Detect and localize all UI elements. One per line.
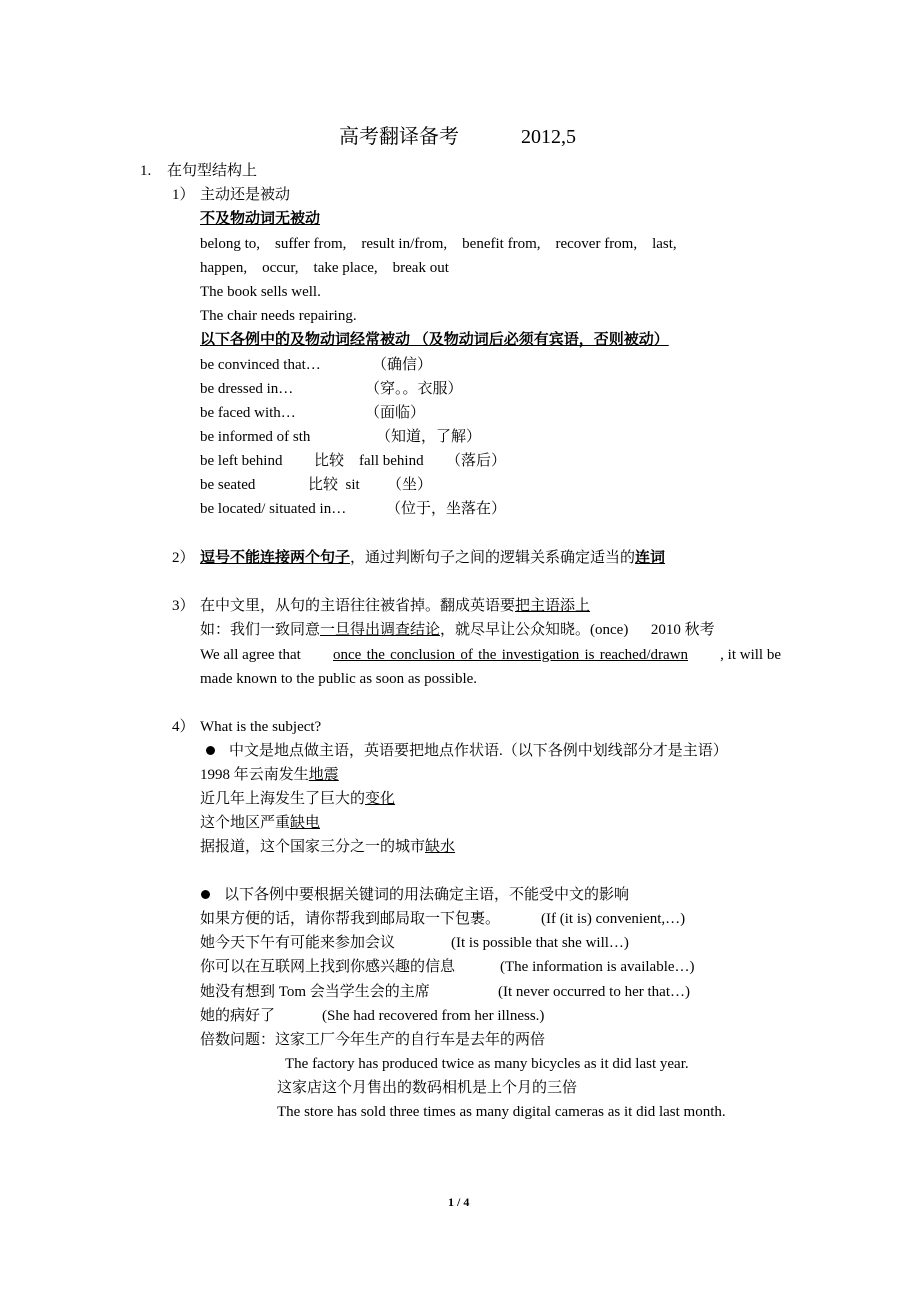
p4-example-text: 近几年上海发生了巨大的	[200, 791, 366, 807]
p3-example-en-a: We all agree that	[200, 647, 301, 663]
p4-example	[200, 813, 320, 833]
bullet-icon	[201, 890, 210, 899]
p4-bullet-1-text: 中文是地点做主语，英语要把地点作状语.（以下各例中划线部分才是主语）	[229, 743, 728, 759]
keyword-cn: 她今天下午有可能来参加会议	[200, 935, 396, 951]
phrase-en: be located/ situated in…	[200, 501, 347, 517]
p4-example	[200, 837, 455, 857]
p1-verb-list-2: happen, occur, take place, break out	[200, 260, 449, 276]
phrase-compare: 比较 sit	[308, 477, 360, 493]
p3-example-en-underlined: once the conclusion of the investigation is reached/drawn	[333, 647, 688, 663]
p3-example-en-cont: made known to the public as soon as possible.	[200, 671, 478, 687]
bullet-icon	[206, 746, 215, 755]
keyword-en: (If (it is) convenient,…)	[541, 911, 686, 927]
phrase-en: be convinced that…	[200, 357, 321, 373]
keyword-en: (The information is available…)	[500, 959, 695, 975]
phrase-en: be dressed in…	[200, 381, 294, 397]
title-year: 2012,5	[521, 126, 576, 148]
p1-number: 1）	[172, 187, 195, 203]
phrase-cn: （知道，了解）	[376, 429, 482, 445]
multiple-heading: 倍数问题：这家工厂今年生产的自行车是去年的两倍	[200, 1032, 546, 1048]
keyword-en: (She had recovered from her illness.)	[322, 1008, 545, 1024]
p2-text	[200, 548, 665, 568]
p3-rule-text: 在中文里，从句的主语往往被省掉。翻成英语要	[200, 598, 516, 614]
p4-example-text: 1998 年云南发生	[200, 767, 309, 783]
p4-example-subject: 地震	[308, 767, 339, 783]
p1-subheading-transitive: 以下各例中的及物动词经常被动 （及物动词后必须有宾语，否则被动）	[200, 332, 669, 348]
keyword-cn: 她没有想到 Tom 会当学生会的主席	[200, 984, 430, 1000]
p4-question: What is the subject?	[200, 719, 322, 735]
p3-rule	[200, 596, 590, 616]
p1-example-1: The book sells well.	[200, 284, 321, 300]
p3-number: 3）	[172, 598, 195, 614]
p3-example-cn	[200, 620, 715, 640]
p4-bullet-1	[206, 741, 728, 761]
phrase-cn: （穿。。衣服）	[365, 381, 463, 397]
phrase-en: be informed of sth	[200, 429, 311, 445]
multiple-answer-2: The store has sold three times as many digital cameras as it did last month.	[277, 1104, 726, 1120]
phrase-cn: （落后）	[446, 453, 507, 469]
p1-example-2: The chair needs repairing.	[200, 308, 357, 324]
p3-rule-underlined: 把主语添上	[515, 598, 591, 614]
p1-verb-list-1: belong to, suffer from, result in/from, benefit from, recover from, last,	[200, 236, 677, 252]
p4-example-text: 据报道，这个国家三分之一的城市	[200, 839, 426, 855]
p3-example-cn-a: 如：我们一致同意	[200, 622, 321, 638]
p2-middle: ，通过判断句子之间的逻辑关系确定适当的	[350, 550, 636, 566]
p1-subheading-intransitive: 不及物动词无被动	[200, 211, 321, 227]
phrase-cn: （面临）	[365, 405, 426, 421]
section-1-number: 1.	[140, 163, 152, 179]
keyword-en: (It never occurred to her that…)	[498, 984, 690, 1000]
p4-example	[200, 789, 395, 809]
phrase-cn: （位于，坐落在）	[386, 501, 507, 517]
p2-number: 2）	[172, 550, 195, 566]
p4-example-subject: 变化	[365, 791, 396, 807]
doc-title	[339, 124, 576, 150]
p2-underlined-conjunction: 连词	[635, 550, 666, 566]
multiple-question-2: 这家店这个月售出的数码相机是上个月的三倍	[277, 1080, 578, 1096]
p4-number: 4）	[172, 719, 195, 735]
keyword-cn: 她的病好了	[200, 1008, 276, 1024]
section-1-heading: 在句型结构上	[167, 163, 258, 179]
p4-example-subject: 缺电	[290, 815, 321, 831]
p2-underlined-rule: 逗号不能连接两个句子	[200, 550, 351, 566]
p3-example-cn-underlined: 一旦得出调查结论	[320, 622, 441, 638]
p4-example-text: 这个地区严重	[200, 815, 291, 831]
p1-heading: 主动还是被动	[200, 187, 291, 203]
p3-example-en-b: , it will be	[720, 647, 781, 663]
multiple-answer-1: The factory has produced twice as many bicycles as it did last year.	[285, 1056, 689, 1072]
p4-example-subject: 缺水	[425, 839, 456, 855]
title-main: 高考翻译备考	[339, 126, 459, 148]
phrase-compare: 比较 fall behind	[314, 453, 424, 469]
keyword-cn: 你可以在互联网上找到你感兴趣的信息	[200, 959, 456, 975]
p4-bullet-2	[201, 885, 629, 905]
p4-bullet-2-text: 以下各例中要根据关键词的用法确定主语，不能受中文的影响	[224, 887, 630, 903]
phrase-cn: （确信）	[372, 357, 433, 373]
p4-example	[200, 765, 339, 785]
p3-example-en	[200, 645, 781, 665]
phrase-en: be faced with…	[200, 405, 296, 421]
phrase-en: be left behind	[200, 453, 283, 469]
phrase-cn: （坐）	[387, 477, 433, 493]
phrase-en: be seated	[200, 477, 256, 493]
keyword-cn: 如果方便的话，请你帮我到邮局取一下包裹。	[200, 911, 501, 927]
page-number: 1 / 4	[448, 1195, 470, 1209]
keyword-en: (It is possible that she will…)	[451, 935, 629, 951]
p3-example-cn-b: ，就尽早让公众知晓。(once) 2010 秋考	[440, 622, 715, 638]
